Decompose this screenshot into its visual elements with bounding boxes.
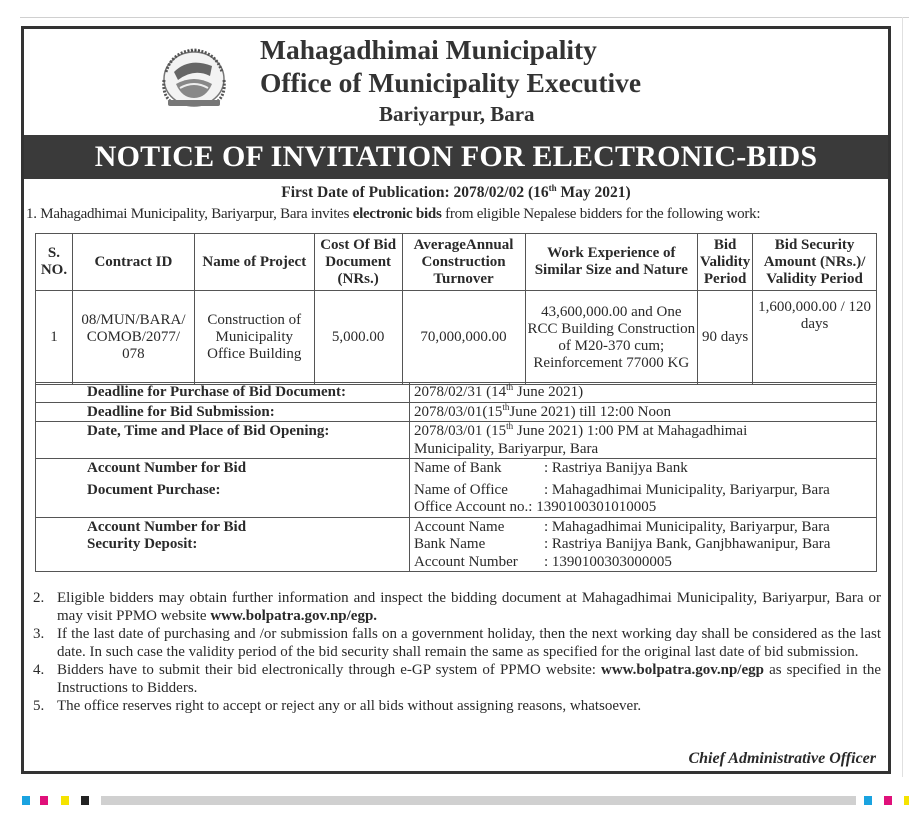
- office-account-line: Office Account no. : 1390100301010005: [414, 499, 657, 515]
- magenta-swatch: [884, 796, 892, 805]
- bid-table: [35, 233, 877, 385]
- security-deposit-account-label: Account Number for Bid Security Deposit:: [36, 517, 410, 572]
- black-swatch: [81, 796, 89, 805]
- cell-validity: 90 days: [698, 291, 753, 385]
- egp-link[interactable]: www.bolpatra.gov.np/egp: [601, 662, 764, 678]
- point-item: 3. If the last date of purchasing and /or submission falls on a government holiday, then the next working day shall be considered as the last date. In such case the validity period of the bid security shall remain the same as specified for the original last date of bid submission.: [33, 626, 881, 660]
- svg-text:••••: ••••: [186, 48, 202, 55]
- notice-header: [24, 29, 888, 133]
- location: Bariyarpur, Bara: [379, 102, 535, 126]
- yellow-swatch: [904, 796, 909, 805]
- header-turnover: AverageAnnual Construction Turnover: [402, 234, 525, 291]
- header-contract-id: Contract ID: [72, 234, 194, 291]
- table-row: [36, 291, 877, 385]
- header-experience: Work Experience of Similar Size and Nature: [525, 234, 698, 291]
- bid-opening-value: 2078/03/01 (15th June 2021) 1:00 PM at Mahagadhimai Municipality, Bariyarpur, Bara: [410, 422, 877, 459]
- header-sno: S. NO.: [36, 234, 73, 291]
- doc-purchase-account-label: Account Number for Bid Document Purchase:: [36, 459, 410, 518]
- magenta-swatch: [40, 796, 48, 805]
- detail-row-security-deposit-account: [36, 517, 877, 572]
- purchase-deadline-value: 2078/02/31 (14th June 2021): [410, 383, 877, 403]
- header-validity: Bid Validity Period: [698, 234, 753, 291]
- doc-purchase-account-value: [410, 459, 877, 518]
- notice-title: NOTICE OF INVITATION FOR ELECTRONIC-BIDS: [24, 135, 888, 179]
- cell-sno: 1: [36, 291, 73, 385]
- cell-project: Construction of Municipality Office Building: [194, 291, 314, 385]
- notice-points: [33, 589, 881, 715]
- point-item: 5. The office reserves right to accept or reject any or all bids without assigning reasons, whatsoever.: [33, 698, 642, 714]
- cyan-swatch: [22, 796, 30, 805]
- account-number-line: Account Number : 1390100303000005: [414, 553, 672, 570]
- cell-contract-id: 08/MUN/BARA/ COMOB/2077/ 078: [72, 291, 194, 385]
- header-cost: Cost Of Bid Document (NRs.): [314, 234, 402, 291]
- bank-name-line: Bank Name : Rastriya Banijya Bank, Ganjbhawanipur, Bara: [414, 536, 831, 552]
- ppmo-link[interactable]: www.bolpatra.gov.np/egp.: [210, 608, 378, 624]
- office-name-line: Name of Office : Mahagadhimai Municipality, Bariyarpur, Bara: [414, 481, 830, 498]
- org-name: Mahagadhimai Municipality: [260, 34, 597, 65]
- detail-row-bid-opening: [36, 422, 877, 459]
- header-project: Name of Project: [194, 234, 314, 291]
- cell-cost: 5,000.00: [314, 291, 402, 385]
- table-header-row: [36, 234, 877, 291]
- cell-experience: 43,600,000.00 and One RCC Building Construction of M20-370 cum; Reinforcement 77000 KG: [525, 291, 698, 385]
- detail-row-submission-deadline: [36, 402, 877, 422]
- detail-row-doc-purchase-account: [36, 459, 877, 518]
- purchase-deadline-label: Deadline for Purchase of Bid Document:: [36, 383, 410, 403]
- point-item: 4. Bidders have to submit their bid electronically through e-GP system of PPMO website: www.bolpatra.gov.np/egp as specified in the Instructions to Bidders.: [33, 662, 881, 696]
- cell-security: 1,600,000.00 / 120 days: [753, 291, 877, 385]
- office-name: Office of Municipality Executive: [260, 67, 642, 98]
- page-edge-top: [20, 17, 909, 18]
- bank-name-line: Name of Bank : Rastriya Banijya Bank: [414, 460, 688, 476]
- bid-opening-label: Date, Time and Place of Bid Opening:: [36, 422, 410, 459]
- nepal-government-emblem-icon: [154, 42, 234, 112]
- detail-row-purchase-deadline: [36, 383, 877, 403]
- signature-title: Chief Administrative Officer: [688, 750, 876, 767]
- cell-turnover: 70,000,000.00: [402, 291, 525, 385]
- account-name-line: Account Name : Mahagadhimai Municipality, Bariyarpur, Bara: [414, 518, 830, 535]
- details-table: [35, 382, 877, 572]
- yellow-swatch: [61, 796, 69, 805]
- submission-deadline-label: Deadline for Bid Submission:: [36, 402, 410, 422]
- cyan-swatch: [864, 796, 872, 805]
- submission-deadline-value: 2078/03/01(15thJune 2021) till 12:00 Noon: [410, 402, 877, 422]
- page-edge-right: [902, 17, 903, 777]
- intro-text: 1. Mahagadhimai Municipality, Bariyarpur, Bara invites electronic bids from eligible Nepalese bidders for the following work:: [26, 206, 761, 222]
- publication-date: First Date of Publication: 2078/02/02 (16th May 2021): [281, 183, 631, 201]
- header-security: Bid Security Amount (NRs.)/ Validity Period: [753, 234, 877, 291]
- security-deposit-account-value: [410, 517, 877, 572]
- point-item: 2. Eligible bidders may obtain further information and inspect the bidding document at Mahagadhimai Municipality, Bariyarpur, Bara or may visit PPMO website www.bolpatra.gov.np/egp.: [33, 590, 881, 624]
- notice-frame: [21, 26, 891, 774]
- gray-strip: [101, 796, 856, 805]
